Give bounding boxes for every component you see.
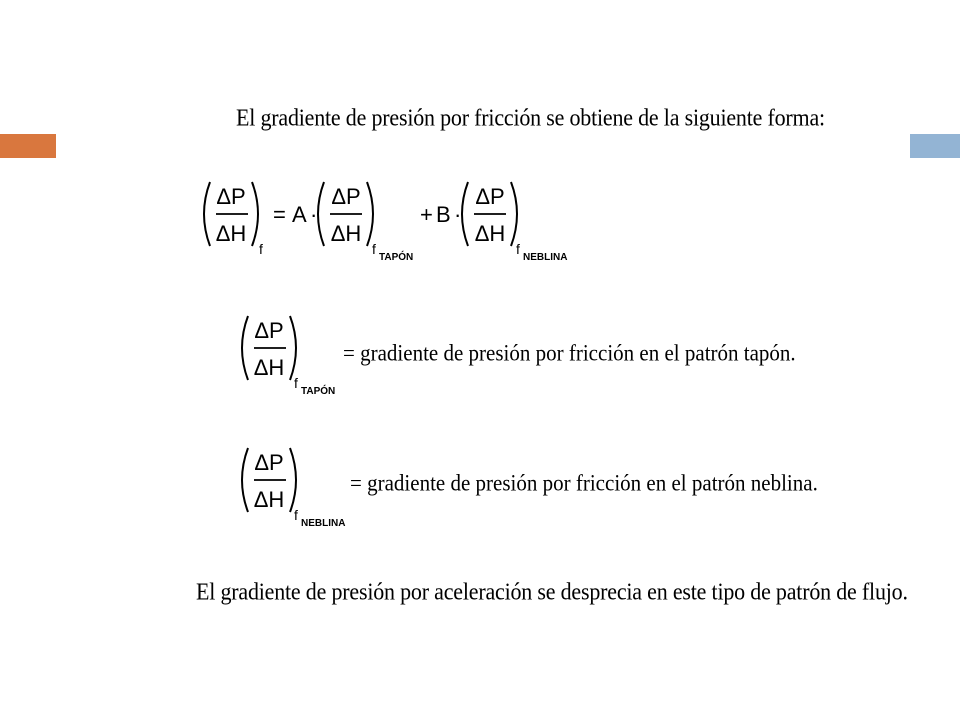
fraction-denominator: ΔH [474, 221, 506, 246]
fraction-numerator: ΔP [254, 450, 284, 475]
definition-tapon-expression [234, 308, 344, 400]
closing-sentence: El gradiente de presión por aceleración se desprecia en este tipo de patrón de flujo. [196, 578, 908, 605]
fraction-numerator: ΔP [254, 318, 284, 343]
subscript-neblina: NEBLINA [523, 252, 568, 263]
right-paren [511, 182, 517, 246]
right-paren [290, 316, 296, 380]
fraction-denominator: ΔH [215, 221, 247, 246]
fraction-numerator: ΔP [475, 184, 505, 209]
subscript-f: f [294, 375, 298, 391]
coefficient-b: B [436, 202, 451, 227]
definition-neblina-text: = gradiente de presión por fricción en el patrón neblina. [350, 470, 818, 496]
intro-sentence: El gradiente de presión por fricción se obtiene de la siguiente forma: [236, 104, 825, 131]
fraction-numerator: ΔP [216, 184, 246, 209]
fraction-numerator: ΔP [331, 184, 361, 209]
blue-accent-bar [910, 134, 960, 158]
definition-tapon-text: = gradiente de presión por fricción en el patrón tapón. [343, 340, 796, 366]
fraction-denominator: ΔH [330, 221, 362, 246]
fraction-denominator: ΔH [253, 487, 285, 512]
left-paren [318, 182, 324, 246]
dot-operator: · [310, 202, 318, 227]
lhs-subscript: f [259, 241, 263, 257]
main-equation [196, 174, 576, 266]
equals-sign: = [273, 202, 286, 227]
coefficient-a: A [292, 202, 307, 227]
right-paren [367, 182, 373, 246]
right-paren [290, 448, 296, 512]
right-paren [252, 182, 258, 246]
left-paren [204, 182, 210, 246]
dot-operator: · [454, 202, 462, 227]
definition-neblina-expression [234, 440, 354, 532]
subscript-tapon: TAPÓN [301, 386, 336, 397]
subscript-tapon: TAPÓN [379, 252, 414, 263]
orange-accent-bar [0, 134, 56, 158]
subscript-f: f [294, 507, 298, 523]
subscript-neblina: NEBLINA [301, 518, 346, 529]
fraction-denominator: ΔH [253, 355, 285, 380]
left-paren [242, 316, 248, 380]
left-paren [242, 448, 248, 512]
subscript-f: f [516, 241, 520, 257]
subscript-f: f [372, 241, 376, 257]
plus-sign: + [420, 202, 433, 227]
left-paren [462, 182, 468, 246]
